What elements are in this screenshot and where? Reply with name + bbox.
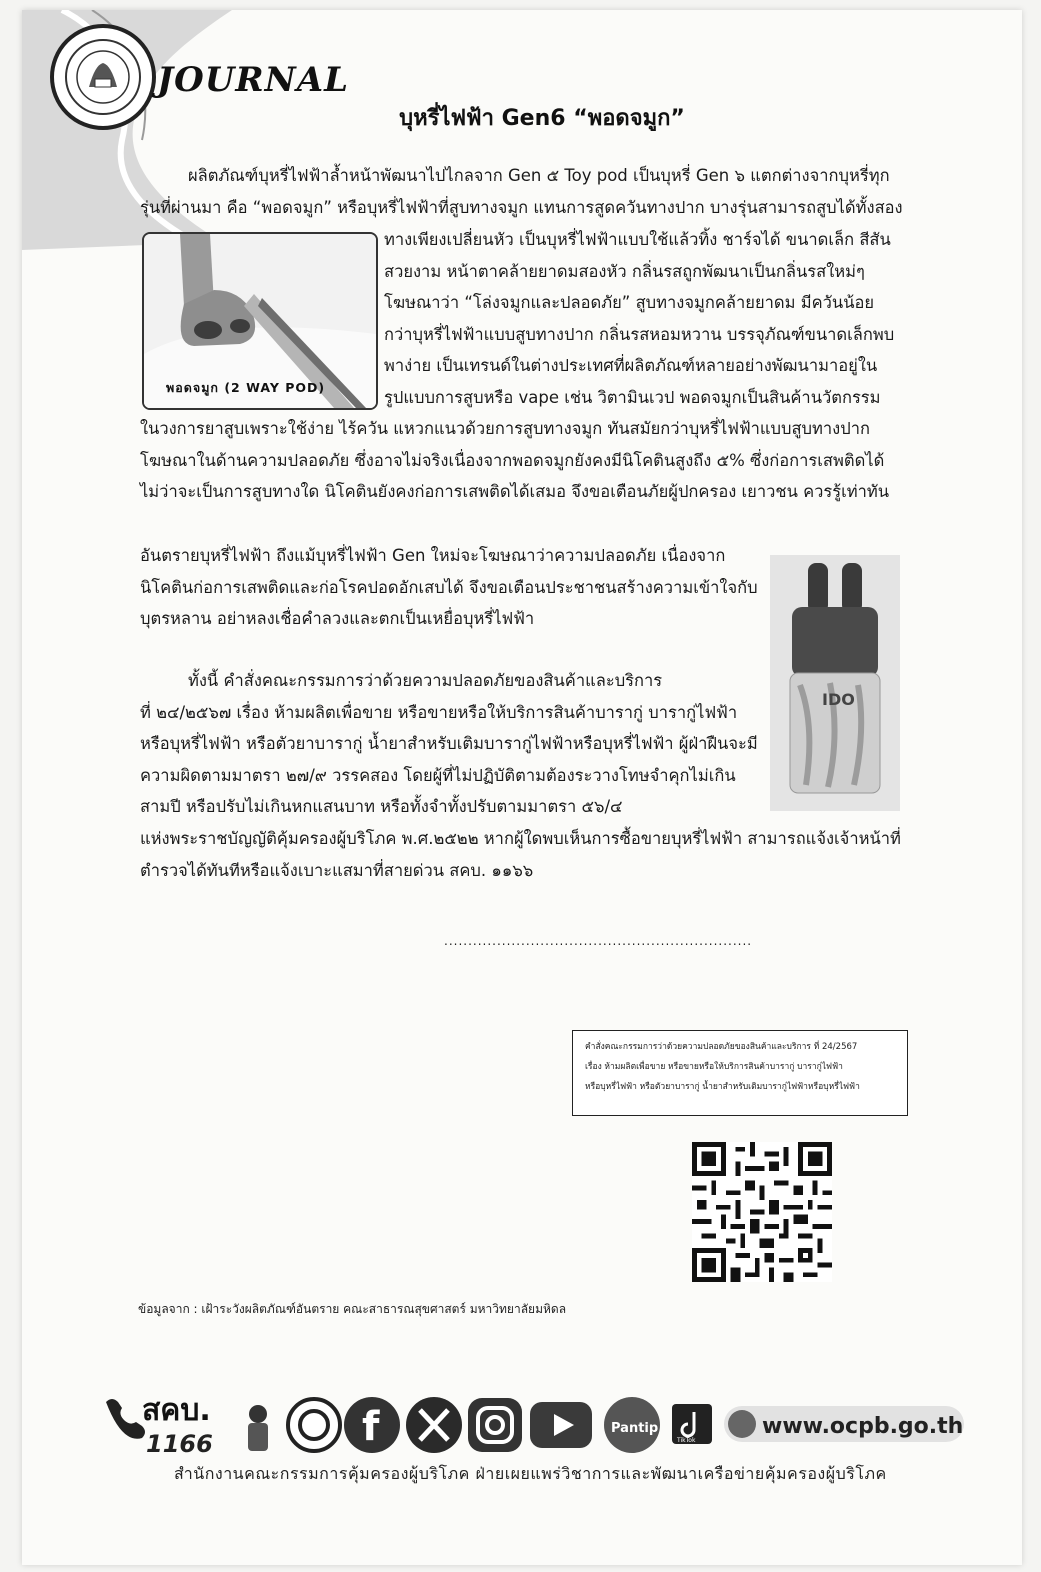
text-line: สามปี หรือปรับไม่เกินหกแสนบาท หรือทั้งจำทั้งปรับตามมาตรา ๕๖/๔ [140, 797, 623, 816]
vape-device-photo [770, 555, 900, 811]
text-line: รุ่นที่ผ่านมา คือ “พอดจมูก” หรือบุหรี่ไฟฟ้าที่สูบทางจมูก แทนการสูดควันทางปาก บางรุ่นสามารถสูบได้ทั้งสอง [140, 197, 903, 217]
paragraph-1-full [140, 413, 910, 508]
text-line: สวยงาม หน้าตาคล้ายยาดมสองหัว กลิ่นรสถูกพัฒนาเป็นกลิ่นรสใหม่ๆ [384, 261, 865, 281]
svg-text:TikTok: TikTok [677, 1437, 696, 1444]
svg-text:www.ocpb.go.th: www.ocpb.go.th [762, 1414, 964, 1439]
paragraph-2-full [140, 823, 920, 886]
svg-text:f: f [362, 1404, 380, 1450]
order-line: เรื่อง ห้ามผลิตเพื่อขาย หรือขายหรือให้บริการสินค้าบารากู่ บารากู่ไฟฟ้า [585, 1062, 843, 1072]
text-line: กว่าบุหรี่ไฟฟ้าแบบสูบทางปาก กลิ่นรสหอมหวาน บรรจุภัณฑ์ขนาดเล็กพบ [384, 324, 895, 344]
page-title: บุหรี่ไฟฟ้า Gen6 “พอดจมูก” [399, 106, 685, 131]
text-line: ไม่ว่าจะเป็นการสูบทางใด นิโคตินยังคงก่อการเสพติดได้เสมอ จึงขอเตือนภัยผู้ปกครอง เยาวชน ควรรู้เท่าทัน [140, 482, 890, 501]
qr-code[interactable] [692, 1140, 832, 1284]
pantip-icon[interactable] [604, 1397, 660, 1453]
text-line: ในวงการยาสูบเพราะใช้ง่าย ไร้ควัน แหวกแนวด้วยการสูบทางจมูก ทันสมัยกว่าบุหรี่ไฟฟ้าแบบสูบทางปาก [140, 419, 870, 438]
text-line: โฆษณาว่า “โล่งจมูกและปลอดภัย” สูบทางจมูกคล้ายยาดม มีควันน้อย [384, 293, 875, 312]
text-line: โฆษณาในด้านความปลอดภัย ซึ่งอาจไม่จริงเนื่องจากพอดจมูกยังคงมีนิโคตินสูงถึง ๕% ซึ่งก่อการเสพติดได้ [140, 450, 885, 470]
organization-line: สำนักงานคณะกรรมการคุ้มครองผู้บริโภค ฝ่ายเผยแพร่วิชาการและพัฒนาเครือข่ายคุ้มครองผู้บริโภค [174, 1464, 887, 1483]
nose-pod-photo [142, 232, 378, 410]
x-twitter-icon[interactable] [406, 1397, 462, 1453]
vape-device-illustration [770, 555, 900, 811]
paragraph-1-end [140, 540, 760, 635]
journal-label: JOURNAL [157, 60, 349, 100]
section-divider: ................................................................ [444, 934, 753, 948]
paragraph-2-wrap [140, 665, 760, 823]
paragraph-1-wrap [384, 224, 914, 413]
text-line: บุตรหลาน อย่าหลงเชื่อคำลวงและตกเป็นเหยื่อบุหรี่ไฟฟ้า [140, 609, 535, 628]
svg-text:Pantip: Pantip [611, 1421, 659, 1436]
order-line: คำสั่งคณะกรรมการว่าด้วยความปลอดภัยของสินค้าและบริการ ที่ 24/2567 [585, 1042, 858, 1052]
footer-contact-bar [102, 1390, 982, 1460]
text-line: รูปแบบการสูบหรือ vape เช่น วิตามินเวป พอดจมูกเป็นสินค้านวัตกรรม [384, 387, 881, 407]
order-reference-box [572, 1030, 908, 1116]
youtube-icon[interactable] [530, 1402, 592, 1448]
device-brand-label: IDO [822, 690, 855, 709]
mascot-icon [248, 1405, 268, 1451]
text-line: พาง่าย เป็นเทรนด์ในต่างประเทศที่ผลิตภัณฑ์หลายอย่างพัฒนามาอยู่ใน [384, 356, 878, 375]
hotline-block[interactable] [106, 1393, 213, 1458]
hotline-name: สคบ. [142, 1393, 211, 1428]
tiktok-icon[interactable] [672, 1404, 712, 1444]
text-line: ตำรวจได้ทันทีหรือแจ้งเบาะแสมาที่สายด่วน สคบ. ๑๑๖๖ [140, 860, 534, 880]
text-line: ทางเพียงเปลี่ยนหัว เป็นบุหรี่ไฟฟ้าแบบใช้แล้วทิ้ง ชาร์จได้ ขนาดเล็ก สีสัน [384, 230, 891, 249]
ocpb-logo-icon[interactable] [288, 1399, 340, 1451]
instagram-icon[interactable] [468, 1398, 522, 1452]
text-line: อันตรายบุหรี่ไฟฟ้า ถึงแม้บุหรี่ไฟฟ้า Gen ใหม่จะโฆษณาว่าความปลอดภัย เนื่องจาก [140, 546, 726, 565]
hotline-number: 1166 [146, 1430, 213, 1458]
order-line: หรือบุหรี่ไฟฟ้า หรือตัวยาบารากู่ น้ำยาสำหรับเติมบารากู่ไฟฟ้าหรือบุหรี่ไฟฟ้า [585, 1082, 860, 1092]
document-page [22, 10, 1022, 1565]
text-line: ผลิตภัณฑ์บุหรี่ไฟฟ้าล้ำหน้าพัฒนาไปไกลจาก Gen ๕ Toy pod เป็นบุหรี่ Gen ๖ แตกต่างจากบุหรี่ทุก [188, 166, 890, 185]
text-line: ความผิดตามมาตรา ๒๗/๙ วรรคสอง โดยผู้ที่ไม่ปฏิบัติตามต้องระวางโทษจำคุกไม่เกิน [140, 765, 736, 785]
facebook-icon[interactable] [344, 1397, 400, 1453]
text-line: หรือบุหรี่ไฟฟ้า หรือตัวยาบารากู่ น้ำยาสำหรับเติมบารากู่ไฟฟ้าหรือบุหรี่ไฟฟ้า ผู้ฝ่าฝืนจะมี [140, 734, 758, 753]
website-link[interactable] [724, 1406, 964, 1442]
globe-icon [728, 1410, 756, 1438]
text-line: ที่ ๒๔/๒๕๖๗ เรื่อง ห้ามผลิตเพื่อขาย หรือขายหรือให้บริการสินค้าบารากู่ บารากู่ไฟฟ้า [140, 702, 738, 722]
paragraph-1-intro [140, 160, 910, 223]
text-line: นิโคตินก่อการเสพติดและก่อโรคปอดอักเสบได้ จึงขอเตือนประชาชนสร้างความเข้าใจกับ [140, 577, 758, 597]
seal-emblem-icon [75, 49, 131, 105]
image-caption: พอดจมูก (2 WAY POD) [166, 380, 326, 395]
text-line: แห่งพระราชบัญญัติคุ้มครองผู้บริโภค พ.ศ.๒๕๒๒ หากผู้ใดพบเห็นการซื้อขายบุหรี่ไฟฟ้า สามารถแจ้งเจ้าหน้าที่ [140, 829, 901, 848]
text-line: ทั้งนี้ คำสั่งคณะกรรมการว่าด้วยความปลอดภัยของสินค้าและบริการ [188, 671, 663, 690]
phone-icon [106, 1399, 145, 1439]
source-credit: ข้อมูลจาก : เฝ้าระวังผลิตภัณฑ์อันตราย คณะสาธารณสุขศาสตร์ มหาวิทยาลัยมหิดล [138, 1302, 567, 1316]
